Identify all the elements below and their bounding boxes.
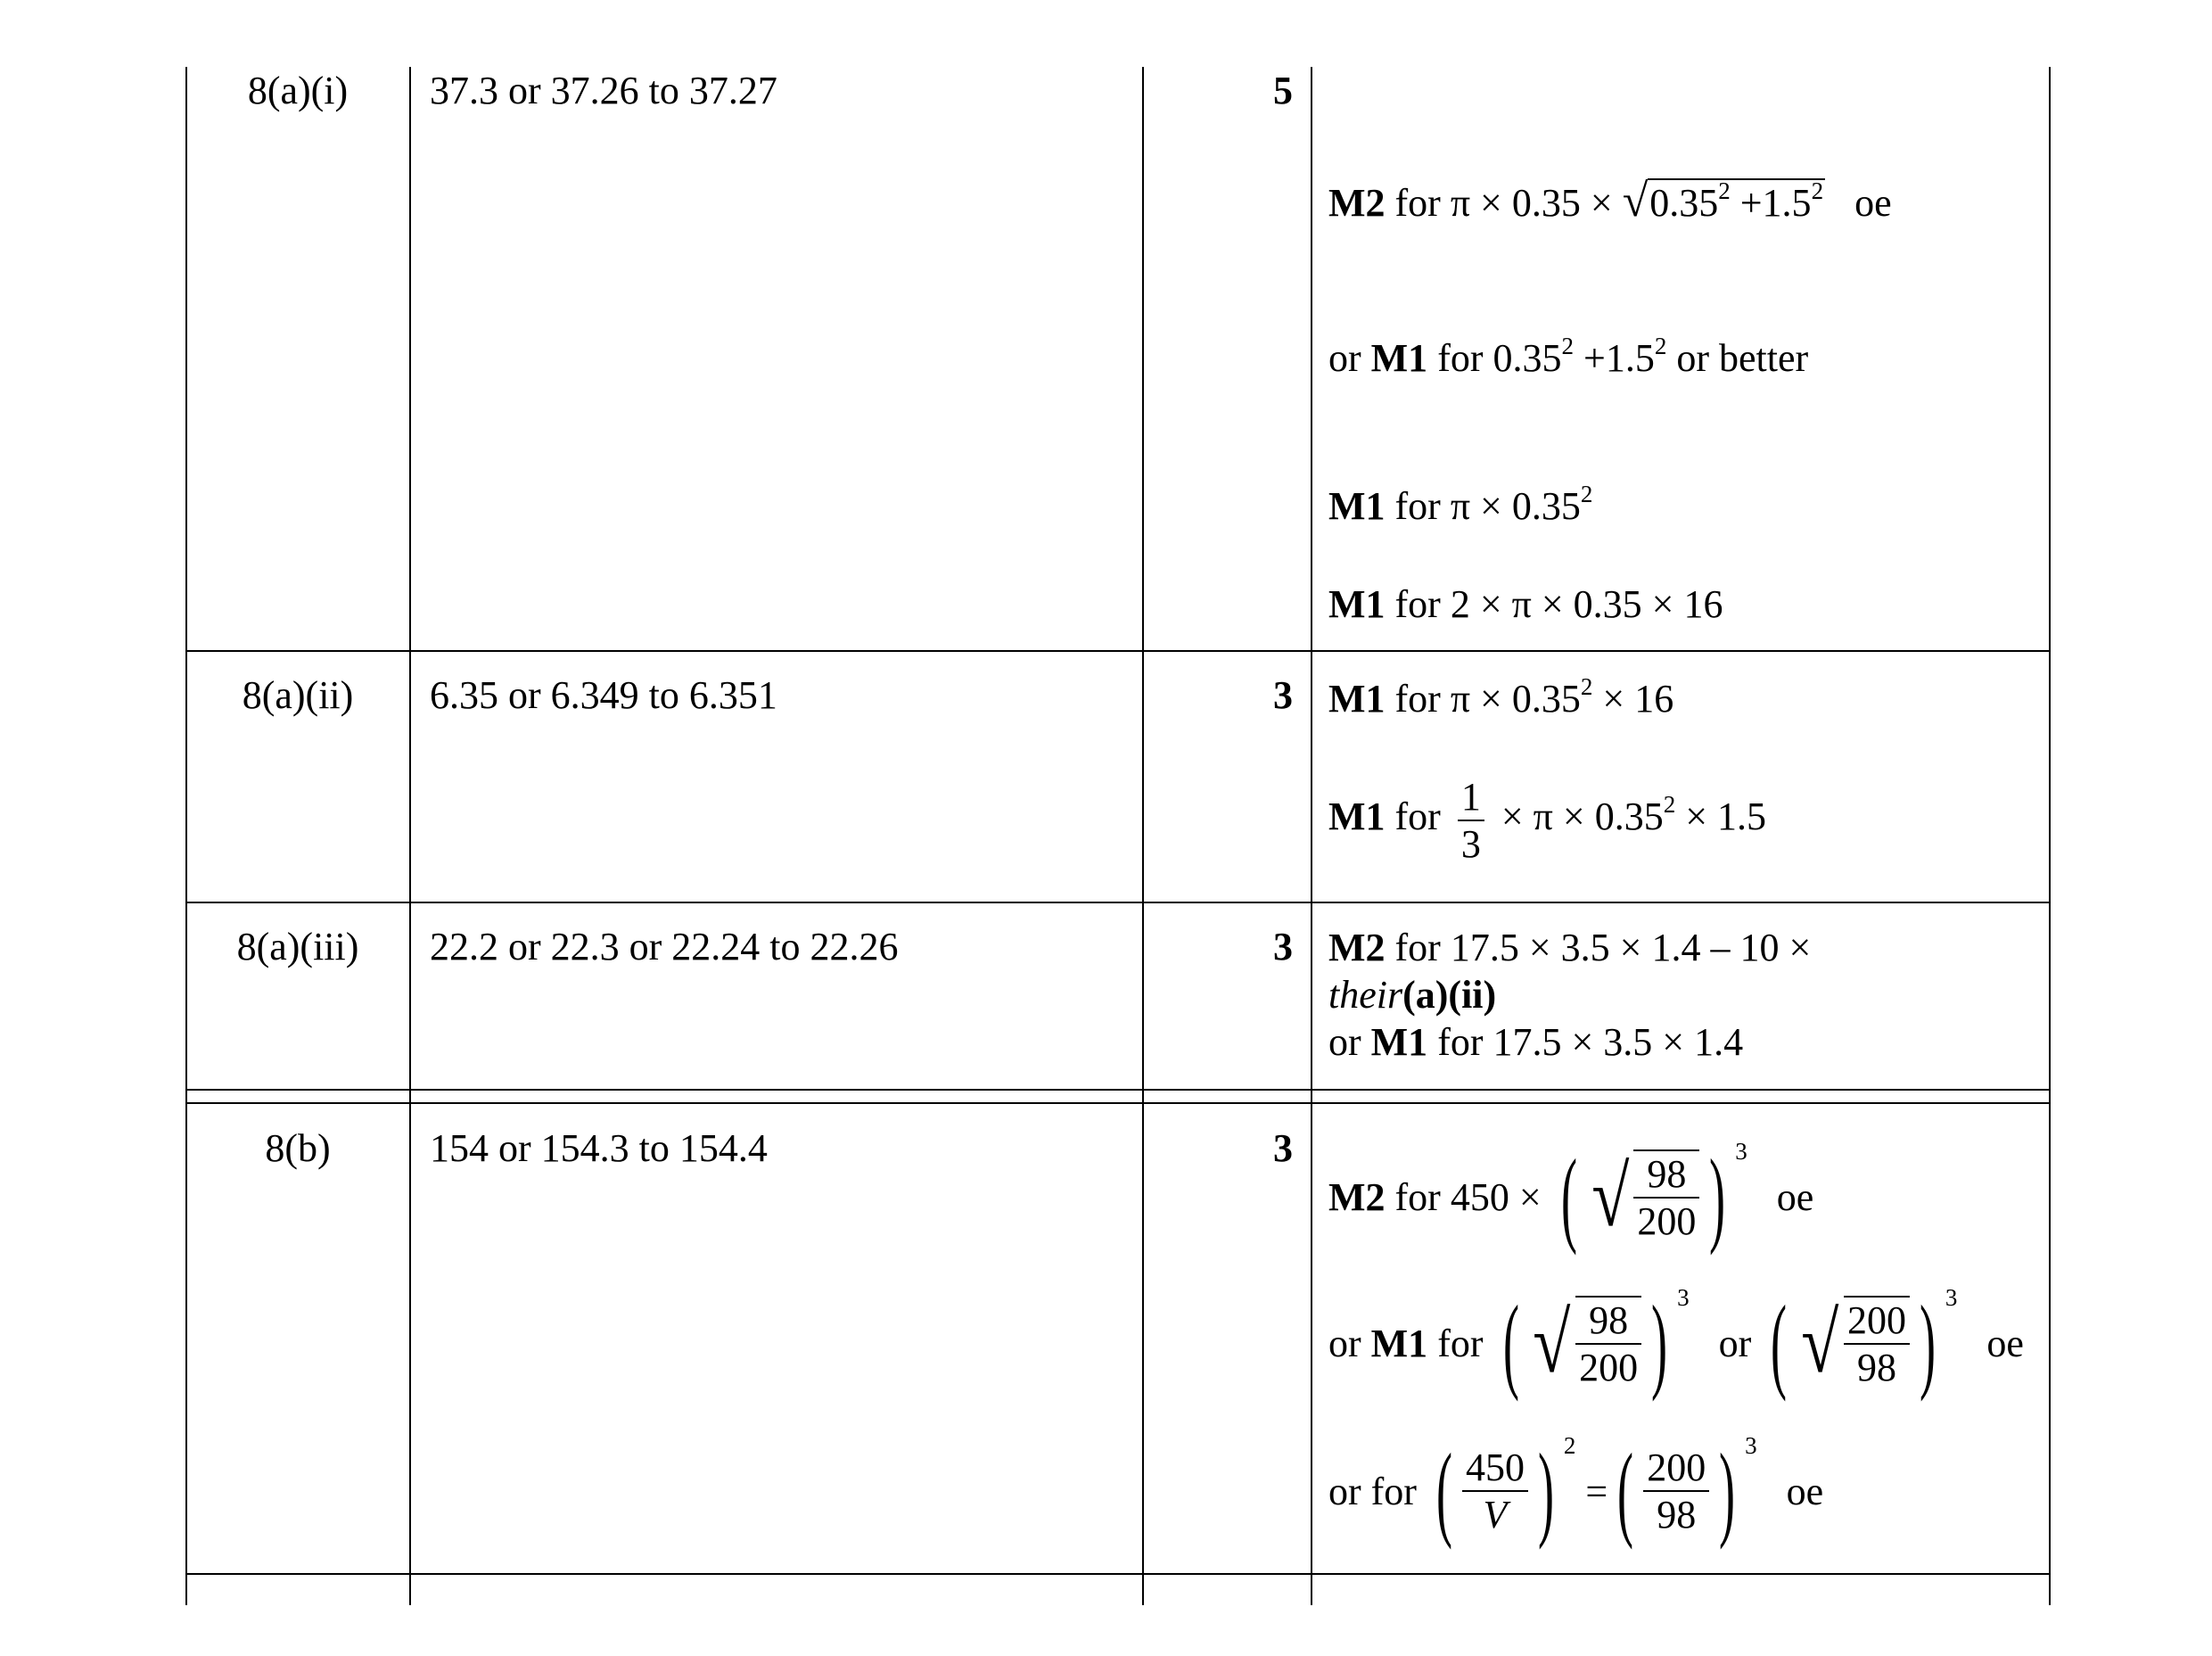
answer-cell: 37.3 or 37.26 to 37.27 <box>430 69 777 112</box>
guidance-line <box>1328 581 1723 627</box>
answer-cell: 6.35 or 6.349 to 6.351 <box>430 673 777 717</box>
right-paren-icon: ) <box>1651 1283 1668 1402</box>
table-border-left <box>185 67 187 1605</box>
guidance-text: or <box>1328 336 1361 380</box>
equals-sign: = <box>1585 1469 1608 1513</box>
guidance-text: for π × 0.35 × <box>1394 181 1623 225</box>
guidance-text: +1.5 <box>1574 336 1655 380</box>
mark-label: M1 <box>1328 795 1386 839</box>
mark-label: M1 <box>1328 582 1386 626</box>
guidance-text: or better <box>1666 336 1809 380</box>
guidance-line <box>1328 673 1674 721</box>
guidance-line <box>1328 1431 1824 1550</box>
guidance-text: or <box>1718 1321 1752 1365</box>
guidance-text: for 450 × <box>1394 1174 1542 1219</box>
fraction-denominator: 98 <box>1844 1343 1910 1390</box>
left-paren-icon: ( <box>1560 1137 1577 1256</box>
fraction-denominator: V <box>1462 1490 1528 1537</box>
exponent: 2 <box>1654 333 1667 359</box>
sqrt-icon: √ <box>1622 176 1649 227</box>
guidance-text: × 16 <box>1592 677 1674 721</box>
radicand <box>1648 178 1825 226</box>
column-divider <box>1142 67 1144 1605</box>
exponent: 3 <box>1735 1138 1747 1165</box>
guidance-text: × 1.5 <box>1675 795 1767 839</box>
guidance-block <box>1328 924 1811 1066</box>
guidance-text: 0.35 <box>1649 181 1719 225</box>
guidance-text: for <box>1437 1321 1484 1365</box>
exponent: 2 <box>1580 673 1593 700</box>
guidance-line <box>1328 335 1808 381</box>
question-number: 8(a)(ii) <box>242 673 354 717</box>
guidance-text: × π × 0.35 <box>1501 795 1664 839</box>
left-paren-icon: ( <box>1771 1283 1788 1402</box>
guidance-line <box>1328 774 1766 867</box>
row-divider <box>185 1573 2051 1575</box>
guidance-text: for <box>1394 795 1441 839</box>
column-divider <box>1311 67 1312 1605</box>
exponent: 2 <box>1580 481 1593 507</box>
oe-note: oe <box>1854 181 1892 225</box>
question-number: 8(b) <box>265 1126 331 1170</box>
fraction <box>1633 1149 1699 1244</box>
exponent: 2 <box>1561 333 1574 359</box>
exponent: 3 <box>1945 1284 1958 1311</box>
fraction-numerator: 98 <box>1647 1152 1687 1196</box>
exponent: 2 <box>1811 177 1824 204</box>
guidance-text: for π × 0.35 <box>1394 484 1581 528</box>
guidance-text: for 0.35 <box>1437 336 1562 380</box>
part-reference: (a)(ii) <box>1402 973 1497 1017</box>
fraction-denominator: 200 <box>1633 1197 1699 1244</box>
mark-label: M1 <box>1370 1321 1428 1365</box>
mark-label: M1 <box>1328 484 1386 528</box>
right-paren-icon: ) <box>1919 1283 1936 1402</box>
guidance-text: or <box>1328 1020 1361 1064</box>
exponent: 2 <box>1718 177 1731 204</box>
fraction-numerator: 200 <box>1846 1298 1906 1342</box>
column-divider <box>409 67 411 1605</box>
oe-note: oe <box>1986 1321 2024 1365</box>
question-number: 8(a)(i) <box>247 69 349 112</box>
exponent: 2 <box>1563 1432 1576 1459</box>
row-divider <box>185 650 2051 652</box>
answer-cell: 154 or 154.3 to 154.4 <box>430 1126 768 1170</box>
fraction-denominator: 98 <box>1643 1490 1709 1537</box>
sqrt-icon: √ <box>1801 1295 1839 1390</box>
row-divider <box>185 1102 2051 1104</box>
exponent: 2 <box>1663 791 1676 819</box>
guidance-text: for 2 × π × 0.35 × 16 <box>1394 582 1723 626</box>
marks-cell: 3 <box>1273 1126 1293 1170</box>
mark-label: M2 <box>1328 926 1386 969</box>
fraction <box>1575 1296 1641 1390</box>
mark-label: M1 <box>1328 677 1386 721</box>
left-paren-icon: ( <box>1435 1431 1452 1550</box>
row-divider <box>185 902 2051 903</box>
table-border-right <box>2049 67 2051 1605</box>
exponent: 3 <box>1677 1284 1690 1311</box>
fraction-numerator: 450 <box>1465 1446 1525 1489</box>
answer-cell: 22.2 or 22.3 or 22.24 to 22.26 <box>430 925 899 968</box>
left-paren-icon: ( <box>1502 1283 1519 1402</box>
guidance-line <box>1328 483 1592 529</box>
guidance-text: or for <box>1328 1469 1417 1513</box>
fraction <box>1458 774 1484 867</box>
guidance-text: or <box>1328 1321 1361 1365</box>
sqrt-icon: √ <box>1533 1295 1571 1390</box>
mark-label: M2 <box>1328 1174 1386 1219</box>
guidance-text: for 17.5 × 3.5 × 1.4 <box>1437 1020 1744 1064</box>
guidance-line <box>1328 175 1892 227</box>
fraction-numerator: 1 <box>1460 775 1481 819</box>
fraction <box>1462 1445 1528 1537</box>
guidance-line <box>1328 1283 2024 1402</box>
their-note: their <box>1328 973 1403 1017</box>
oe-note: oe <box>1786 1469 1824 1513</box>
marks-cell: 3 <box>1273 673 1293 717</box>
guidance-line <box>1328 1137 1814 1256</box>
question-number: 8(a)(iii) <box>236 925 359 968</box>
mark-label: M2 <box>1328 181 1386 225</box>
fraction-denominator: 3 <box>1458 820 1484 867</box>
sqrt-icon: √ <box>1591 1149 1630 1244</box>
right-paren-icon: ) <box>1537 1431 1554 1550</box>
right-paren-icon: ) <box>1709 1137 1726 1256</box>
fraction <box>1844 1296 1910 1390</box>
oe-note: oe <box>1776 1174 1814 1219</box>
guidance-text: +1.5 <box>1730 181 1812 225</box>
left-paren-icon: ( <box>1617 1431 1634 1550</box>
row-divider <box>185 1089 2051 1091</box>
mark-label: M1 <box>1370 336 1428 380</box>
mark-label: M1 <box>1370 1020 1428 1064</box>
fraction-numerator: 98 <box>1589 1298 1629 1342</box>
right-paren-icon: ) <box>1719 1431 1736 1550</box>
fraction-numerator: 200 <box>1647 1446 1706 1489</box>
marks-cell: 5 <box>1273 69 1293 112</box>
guidance-text: for π × 0.35 <box>1394 677 1581 721</box>
fraction-denominator: 200 <box>1575 1343 1641 1390</box>
marks-cell: 3 <box>1273 925 1293 968</box>
fraction <box>1643 1445 1709 1537</box>
exponent: 3 <box>1745 1432 1757 1459</box>
guidance-text: for 17.5 × 3.5 × 1.4 – 10 × <box>1394 926 1812 969</box>
